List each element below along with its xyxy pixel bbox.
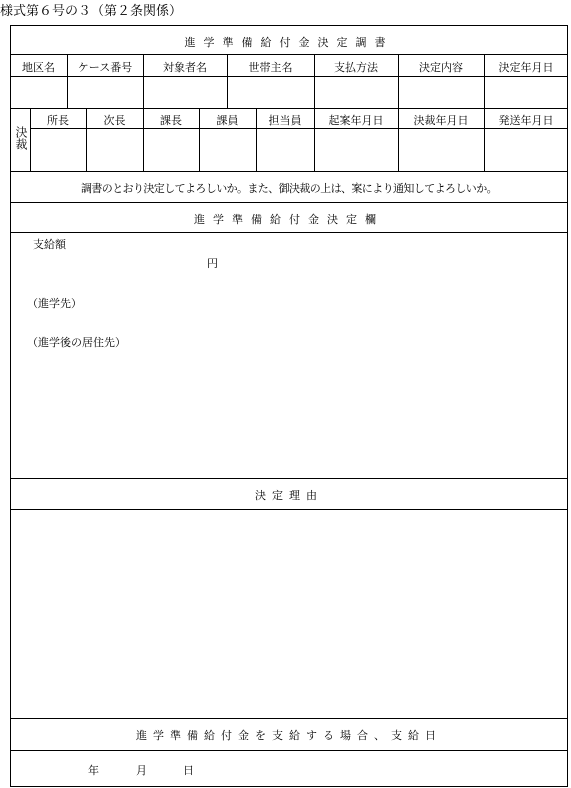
decision-section-title: 進学準備給付金決定欄 (194, 213, 384, 226)
reason-title: 決定理由 (255, 489, 323, 502)
col-header-section-staff: 課員 (216, 114, 239, 127)
col-header-payment-method: 支払方法 (334, 61, 378, 74)
col-header-dispatch-date: 発送年月日 (498, 114, 554, 127)
payment-day-label: 日 (183, 764, 194, 777)
target-name-cell[interactable] (144, 77, 227, 108)
form-number-label: 様式第６号の３（第２条関係） (0, 4, 183, 19)
caseworker-stamp-cell[interactable] (257, 129, 314, 171)
col-header-draft-date: 起案年月日 (328, 114, 384, 127)
col-header-household-head: 世帯主名 (248, 61, 293, 74)
school-label: （進学先） (27, 297, 82, 310)
deputy-stamp-cell[interactable] (87, 129, 143, 171)
residence-label: （進学後の居住先） (27, 336, 126, 349)
col-header-director: 所長 (47, 114, 69, 127)
reason-field[interactable] (11, 510, 567, 718)
col-header-case-number: ケース番号 (77, 61, 133, 74)
amount-field[interactable] (80, 250, 202, 268)
payment-month-label: 月 (136, 764, 147, 777)
draft-date-cell[interactable] (315, 129, 398, 171)
amount-label: 支給額 (33, 238, 66, 251)
payment-year-label: 年 (88, 764, 99, 777)
district-cell[interactable] (11, 77, 67, 108)
col-header-district: 地区名 (22, 61, 55, 74)
col-header-approval-date: 決裁年月日 (413, 114, 469, 127)
decision-content-cell[interactable] (399, 77, 484, 108)
approval-request-text: 調書のとおり決定してよろしいか。また、御決裁の上は、案により通知してよろしいか。 (81, 182, 497, 195)
decision-date-cell[interactable] (485, 77, 567, 108)
approval-label: 決裁 (14, 126, 28, 150)
yen-unit: 円 (207, 257, 218, 270)
col-header-deputy: 次長 (103, 114, 126, 127)
household-head-cell[interactable] (228, 77, 314, 108)
col-header-section-chief: 課長 (160, 114, 182, 127)
dispatch-date-cell[interactable] (485, 129, 567, 171)
col-header-decision-date: 決定年月日 (498, 61, 554, 74)
form-title: 進学準備給付金決定調書 (184, 36, 394, 49)
case-number-cell[interactable] (68, 77, 143, 108)
col-header-target-name: 対象者名 (163, 61, 207, 74)
col-header-decision-content: 決定内容 (419, 61, 463, 74)
col-header-caseworker: 担当員 (268, 114, 302, 127)
section-chief-stamp-cell[interactable] (144, 129, 199, 171)
director-stamp-cell[interactable] (31, 129, 86, 171)
payment-method-cell[interactable] (315, 77, 398, 108)
payment-date-title: 進学準備給付金を支給する場合、支給日 (136, 729, 442, 742)
section-staff-stamp-cell[interactable] (200, 129, 256, 171)
approval-date-cell[interactable] (399, 129, 484, 171)
